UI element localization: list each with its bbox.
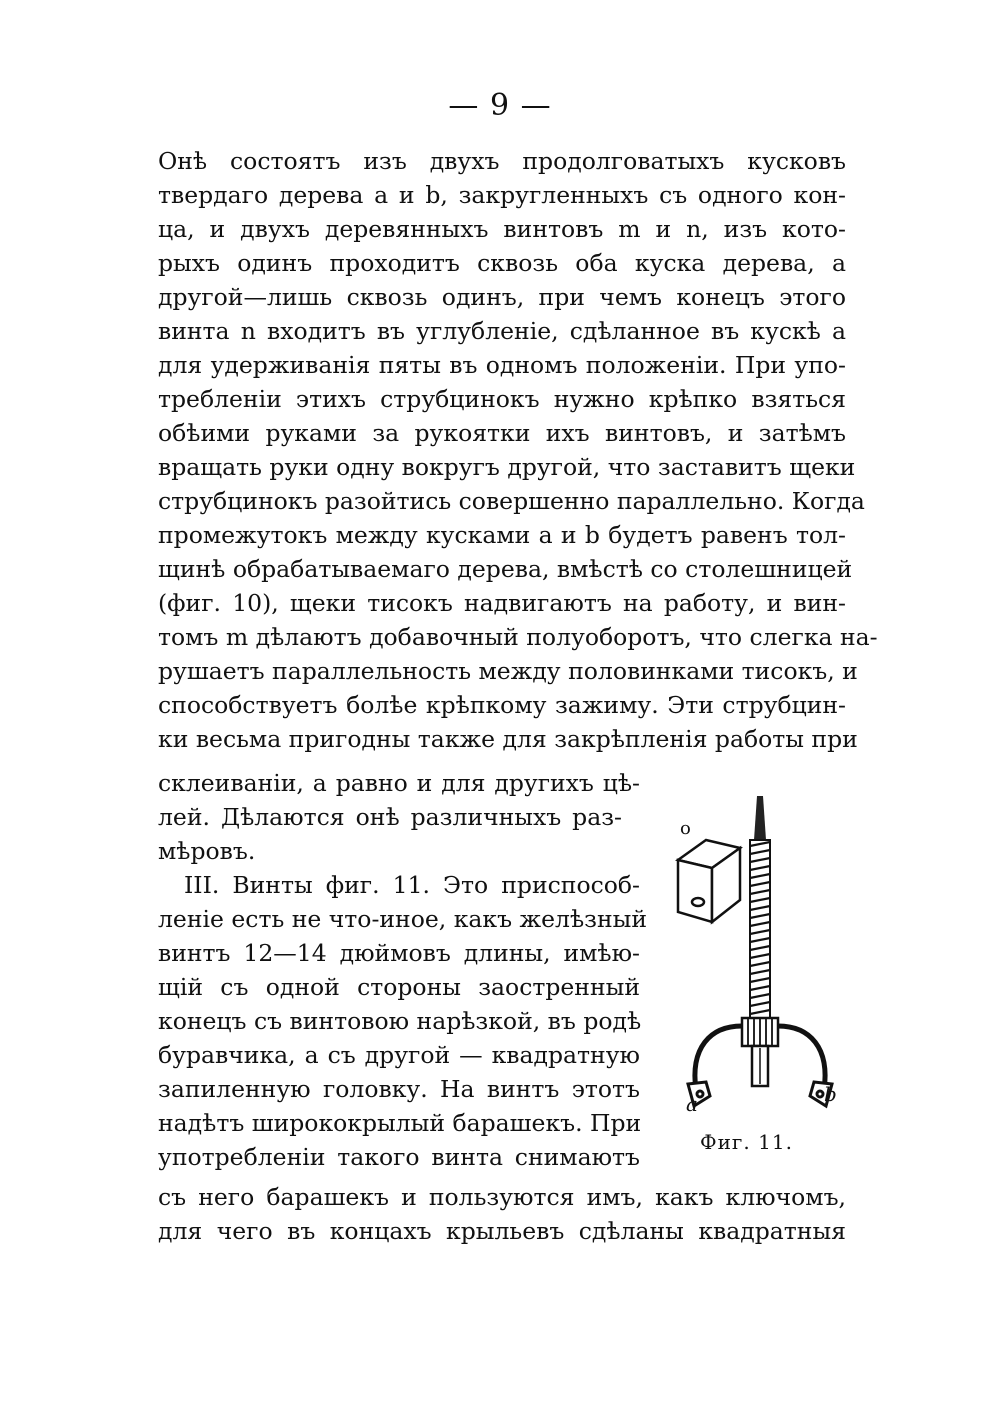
text-line: мѣровъ. [158, 837, 256, 865]
text-line: съ него барашекъ и пользуются имъ, какъ ключомъ, [158, 1183, 846, 1211]
page-number: — 9 — [448, 88, 552, 123]
text-line: Онѣ состоятъ изъ двухъ продолговатыхъ кусковъ [158, 147, 846, 175]
text-line: требленіи этихъ струбцинокъ нужно крѣпко взяться [158, 385, 846, 413]
text-line: способствуетъ болѣе крѣпкому зажиму. Эти струбцин- [158, 691, 846, 719]
text-line: запиленную головку. На винтъ этотъ [158, 1075, 640, 1103]
text-line: рыхъ одинъ проходитъ сквозь оба куска дерева, а [158, 249, 846, 277]
text-line: рушаетъ параллельность между половинками тисокъ, и [158, 657, 858, 685]
text-line: леніе есть не что-иное, какъ желѣзный [158, 905, 647, 933]
text-line: ки весьма пригодны также для закрѣпленія работы при [158, 725, 858, 753]
text-line: струбцинокъ разойтись совершенно параллельно. Когда [158, 487, 865, 515]
text-line: щинѣ обрабатываемаго дерева, вмѣстѣ со столешницей [158, 555, 853, 583]
text-line: для удерживанія пяты въ одномъ положеніи. При упо- [158, 351, 846, 379]
cube-nut [678, 840, 740, 922]
text-line: щій съ одной стороны заостренный [158, 973, 640, 1001]
text-line: вращать руки одну вокругъ другой, что заставитъ щеки [158, 453, 856, 481]
text-line: (фиг. 10), щеки тисокъ надвигаютъ на работу, и вин- [158, 589, 846, 617]
text-line: промежутокъ между кусками a и b будетъ равенъ тол- [158, 521, 846, 549]
text-line: лей. Дѣлаются онѣ различныхъ раз- [158, 803, 622, 831]
figure-caption: Фиг. 11. [700, 1130, 793, 1154]
text-line: конецъ съ винтовою нарѣзкой, въ родѣ [158, 1007, 642, 1035]
text-line: для чего въ концахъ крыльевъ сдѣланы квадратныя [158, 1217, 846, 1245]
text-line: ца, и двухъ деревянныхъ винтовъ m и n, изъ кото- [158, 215, 846, 243]
text-line: склеиваніи, а равно и для другихъ цѣ- [158, 769, 640, 797]
text-line: буравчика, а съ другой — квадратную [158, 1041, 640, 1069]
text-line: другой—лишь сквозь одинъ, при чемъ конецъ этого [158, 283, 846, 311]
text-line: томъ m дѣлаютъ добавочный полуоборотъ, что слегка на- [158, 623, 878, 651]
screw-shaft [750, 796, 770, 1020]
text-line: III. Винты фиг. 11. Это приспособ- [184, 871, 640, 899]
text-line: твердаго дерева a и b, закругленныхъ съ одного кон- [158, 181, 846, 209]
text-line: обѣими руками за рукоятки ихъ винтовъ, и затѣмъ [158, 419, 846, 447]
figure-label-a: a [686, 1092, 698, 1116]
text-line: надѣтъ ширококрылый барашекъ. При [158, 1109, 642, 1137]
figure-label-o: o [680, 818, 691, 839]
text-line: винта n входитъ въ углубленіе, сдѣланное въ кускѣ a [158, 317, 846, 345]
figure-label-b: b [824, 1082, 837, 1106]
text-line: винтъ 12—14 дюймовъ длины, имѣю- [158, 939, 640, 967]
text-line: употребленіи такого винта снимаютъ [158, 1143, 640, 1171]
